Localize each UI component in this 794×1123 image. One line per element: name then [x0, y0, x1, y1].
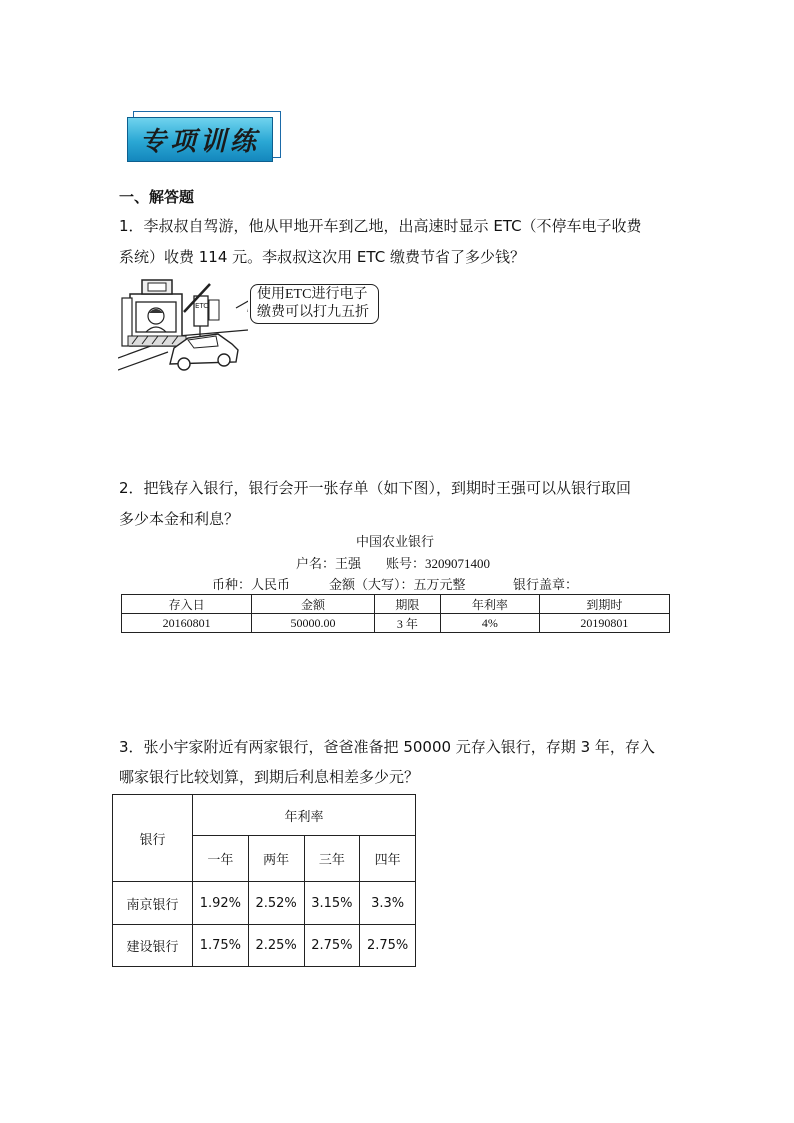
- rate-cell: 2.75%: [360, 925, 416, 967]
- rate-cell: 1.92%: [193, 882, 249, 925]
- slip-account: 账号：3209071400: [386, 556, 491, 571]
- slip-cell: 4%: [441, 614, 539, 633]
- slip-header-cell: 到期时: [539, 595, 669, 614]
- q2-line2: 多少本金和利息？: [119, 510, 240, 528]
- slip-amount-caps: 金额（大写）：五万元整: [329, 577, 466, 592]
- bubble-line1: 使用ETC进行电子: [257, 287, 368, 302]
- slip-header-cell: 年利率: [441, 595, 539, 614]
- rate-cell: 2.25%: [248, 925, 304, 967]
- deposit-slip-table: [121, 594, 670, 633]
- slip-currency: 币种：人民币: [212, 577, 291, 592]
- rate-cell: 2.75%: [304, 925, 360, 967]
- rate-cell: 3.3%: [360, 882, 416, 925]
- q3-line2: 哪家银行比较划算，到期后利息相差多少元？: [119, 768, 420, 786]
- slip-header-row: [122, 595, 670, 614]
- slip-bank-name: 中国农业银行: [356, 534, 435, 549]
- slip-header-cell: 期限: [374, 595, 441, 614]
- bank-name-cell: 南京银行: [113, 882, 193, 925]
- slip-seal: 银行盖章：: [513, 577, 579, 592]
- bank-header: 银行: [113, 795, 193, 882]
- toll-booth-illustration: [118, 278, 248, 372]
- table-row: [113, 925, 416, 967]
- q1-line1: 1．李叔叔自驾游，他从甲地开车到乙地，出高速时显示 ETC（不停车电子收费: [119, 217, 642, 235]
- banner-title: 专项训练: [139, 127, 260, 157]
- rate-cell: 2.52%: [248, 882, 304, 925]
- bubble-line2: 缴费可以打九五折: [257, 305, 369, 320]
- speech-bubble: [250, 284, 379, 324]
- rate-cell: 3.15%: [304, 882, 360, 925]
- slip-header-cell: 存入日: [122, 595, 252, 614]
- rates-header-row: [113, 795, 416, 836]
- section-title: 一、解答题: [119, 188, 195, 206]
- slip-cell: 20190801: [539, 614, 669, 633]
- period-cell: 四年: [360, 836, 416, 882]
- rate-cell: 1.75%: [193, 925, 249, 967]
- slip-cell: 50000.00: [252, 614, 374, 633]
- slip-cell: 3 年: [374, 614, 441, 633]
- interest-rate-table: [112, 794, 416, 967]
- bank-name-cell: 建设银行: [113, 925, 193, 967]
- slip-holder: 户名：王强: [296, 556, 362, 571]
- rate-header: 年利率: [193, 795, 416, 836]
- table-row: [113, 882, 416, 925]
- etc-sign-text: ETC: [195, 302, 209, 310]
- q1-line2: 系统）收费 114 元。李叔叔这次用 ETC 缴费节省了多少钱？: [119, 248, 525, 266]
- period-cell: 两年: [248, 836, 304, 882]
- slip-cell: 20160801: [122, 614, 252, 633]
- slip-data-row: [122, 614, 670, 633]
- q2-line1: 2．把钱存入银行，银行会开一张存单（如下图），到期时王强可以从银行取回: [119, 479, 632, 497]
- q3-line1: 3．张小宇家附近有两家银行，爸爸准备把 50000 元存入银行，存期 3 年，存入: [119, 738, 655, 756]
- period-cell: 一年: [193, 836, 249, 882]
- slip-header-cell: 金额: [252, 595, 374, 614]
- title-banner: [127, 117, 273, 162]
- period-cell: 三年: [304, 836, 360, 882]
